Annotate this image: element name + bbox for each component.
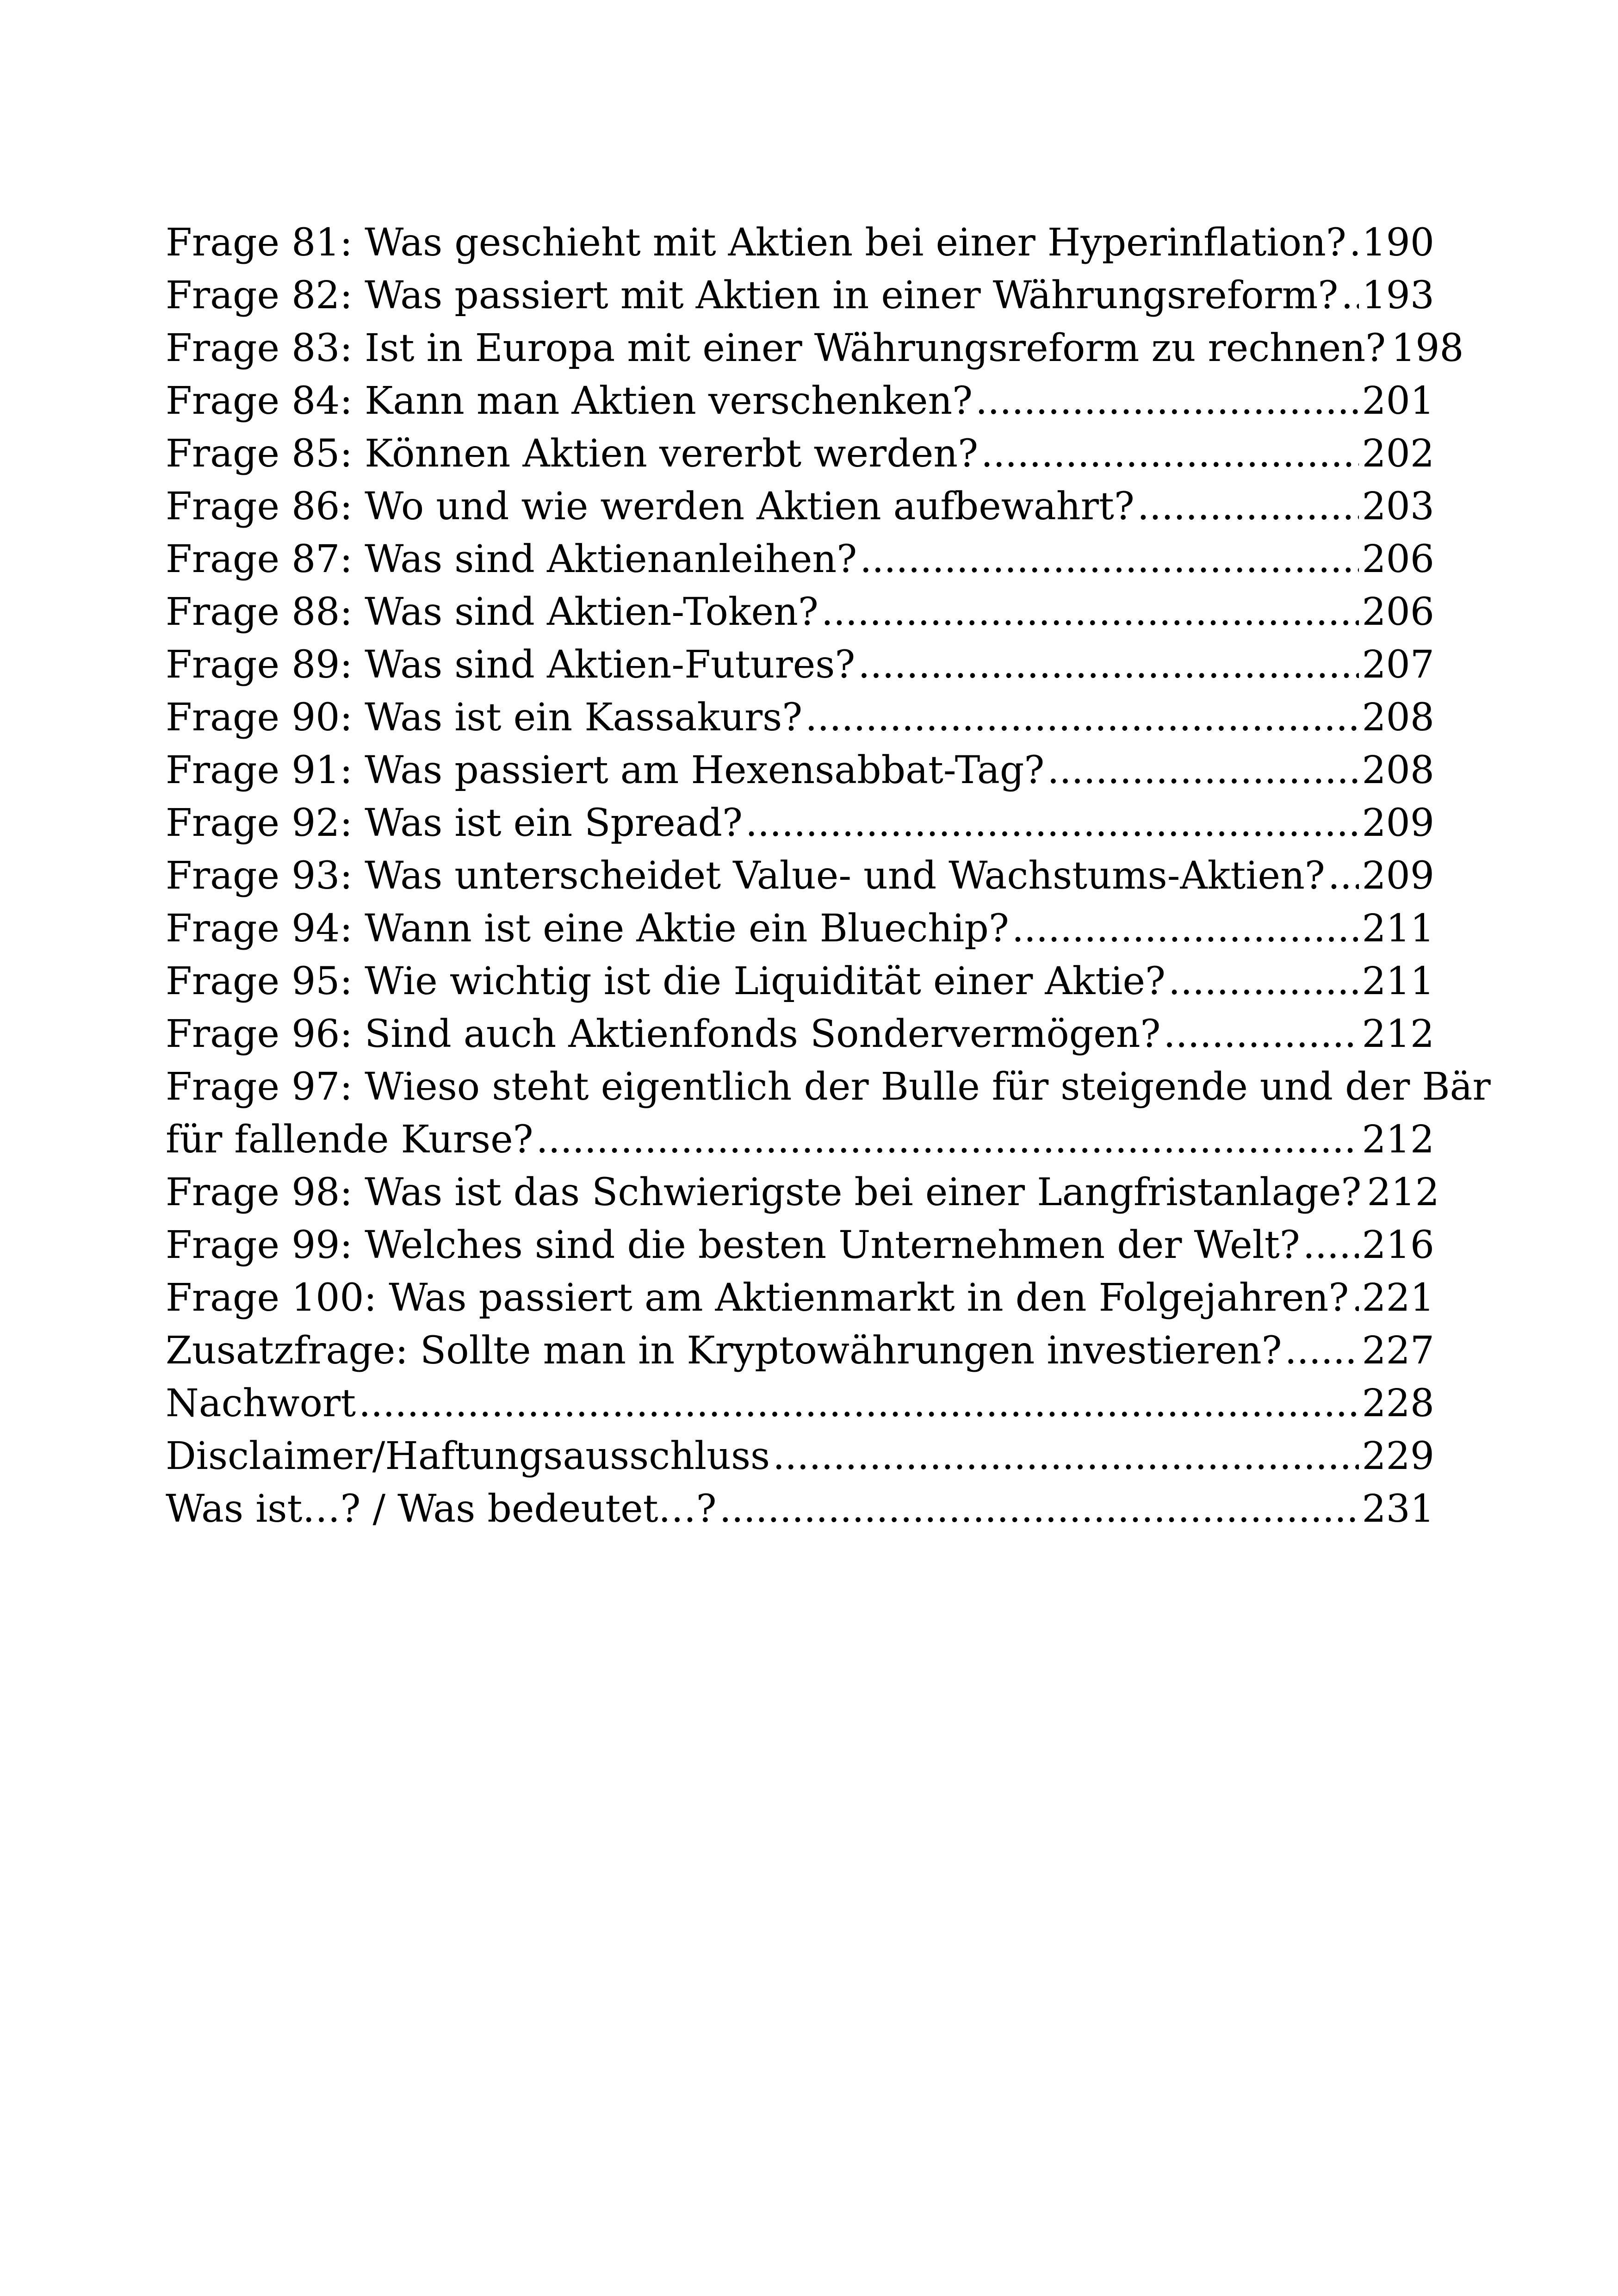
toc-entry[interactable] xyxy=(166,375,1434,428)
toc-entry-page: 221 xyxy=(1362,1276,1434,1320)
toc-entry[interactable] xyxy=(166,586,1434,639)
toc-entry-title: Disclaimer/Haftungsausschluss xyxy=(166,1434,770,1478)
toc-leader-dots xyxy=(858,639,1359,691)
toc-leader-dots xyxy=(1341,269,1359,322)
toc-entry[interactable] xyxy=(166,850,1434,902)
toc-entry-title: Frage 84: Kann man Aktien verschenken? xyxy=(166,379,973,423)
toc-entry-page: 231 xyxy=(1362,1487,1434,1531)
toc-entry-title: Zusatzfrage: Sollte man in Kryptowährungen investieren? xyxy=(166,1329,1282,1373)
toc-entry[interactable] xyxy=(166,322,1464,375)
toc-entry-title: Frage 98: Was ist das Schwierigste bei einer Langfristanlage? xyxy=(166,1170,1362,1214)
toc-leader-dots xyxy=(1328,850,1359,902)
toc-entry-page: 201 xyxy=(1362,379,1434,423)
toc-entry-page: 190 xyxy=(1362,221,1434,265)
toc-entry[interactable] xyxy=(166,428,1434,480)
toc-entry[interactable] xyxy=(166,480,1434,533)
toc-leader-dots xyxy=(1285,1325,1359,1377)
toc-leader-dots xyxy=(773,1430,1359,1483)
toc-leader-dots xyxy=(1303,1219,1359,1272)
toc-entry-page: 206 xyxy=(1362,537,1434,581)
toc-entry[interactable] xyxy=(166,533,1434,586)
toc-entry[interactable] xyxy=(166,1483,1434,1536)
toc-leader-dots xyxy=(821,586,1359,639)
toc-entry-title: Frage 97: Wieso steht eigentlich der Bulle für steigende und der Bär xyxy=(166,1065,1491,1109)
toc-entry-title: Frage 85: Können Aktien vererbt werden? xyxy=(166,432,979,476)
toc-entry-page: 212 xyxy=(1362,1118,1434,1162)
toc-entry[interactable] xyxy=(166,1325,1434,1377)
toc-entry[interactable] xyxy=(166,1061,1491,1166)
toc-entry-title: Frage 96: Sind auch Aktienfonds Sondervermögen? xyxy=(166,1012,1161,1056)
toc-leader-dots xyxy=(1137,480,1359,533)
toc-leader-dots xyxy=(536,1114,1359,1166)
toc-entry-page: 208 xyxy=(1362,748,1434,792)
toc-entry-title: Frage 91: Was passiert am Hexensabbat-Tag? xyxy=(166,748,1045,792)
toc-leader-dots xyxy=(1012,902,1359,955)
toc-entry-page: 211 xyxy=(1362,959,1434,1003)
toc-entry-title: Frage 94: Wann ist eine Aktie ein Bluechip? xyxy=(166,907,1009,951)
toc-entry-page: 202 xyxy=(1362,432,1434,476)
toc-entry[interactable] xyxy=(166,639,1434,691)
toc-leader-dots xyxy=(1349,217,1359,269)
toc-entry-page: 209 xyxy=(1362,801,1434,845)
toc-leader-dots xyxy=(981,428,1359,480)
toc-entry[interactable] xyxy=(166,797,1434,850)
toc-entry[interactable] xyxy=(166,269,1434,322)
toc-entry-page: 228 xyxy=(1362,1381,1434,1425)
toc-entry-title: Frage 99: Welches sind die besten Unternehmen der Welt? xyxy=(166,1223,1300,1267)
toc-entry-page: 212 xyxy=(1362,1012,1434,1056)
toc-entry[interactable] xyxy=(166,955,1434,1008)
toc-entry-title: Frage 89: Was sind Aktien-Futures? xyxy=(166,643,855,687)
toc-entry-title: Frage 93: Was unterscheidet Value- und Wachstums-Aktien? xyxy=(166,854,1325,898)
toc-entry-title: Frage 92: Was ist ein Spread? xyxy=(166,801,743,845)
toc-entry-title: Frage 87: Was sind Aktienanleihen? xyxy=(166,537,857,581)
toc-entry-page: 198 xyxy=(1391,326,1464,370)
toc-leader-dots xyxy=(975,375,1359,428)
toc-leader-dots xyxy=(719,1483,1359,1536)
toc-entry-title: Frage 90: Was ist ein Kassakurs? xyxy=(166,696,803,740)
toc-leader-dots xyxy=(745,797,1359,850)
toc-entry-title: Frage 83: Ist in Europa mit einer Währungsreform zu rechnen? xyxy=(166,326,1386,370)
toc-entry-title: Frage 88: Was sind Aktien-Token? xyxy=(166,590,818,634)
toc-entry-page: 207 xyxy=(1362,643,1434,687)
toc-leader-dots xyxy=(1047,744,1359,797)
toc-entry-page: 193 xyxy=(1362,274,1434,317)
toc-entry-page: 209 xyxy=(1362,854,1434,898)
toc-entry-page: 206 xyxy=(1362,590,1434,634)
toc-entry-title-continuation: für fallende Kurse? xyxy=(166,1118,533,1162)
toc-entry[interactable] xyxy=(166,1272,1434,1325)
toc-entry[interactable] xyxy=(166,902,1434,955)
table-of-contents xyxy=(166,217,1491,1536)
toc-entry-page: 208 xyxy=(1362,696,1434,740)
toc-entry-title: Frage 86: Wo und wie werden Aktien aufbewahrt? xyxy=(166,485,1134,529)
toc-entry-title: Frage 100: Was passiert am Aktienmarkt in den Folgejahren? xyxy=(166,1276,1349,1320)
toc-entry-page: 203 xyxy=(1362,485,1434,529)
toc-leader-dots xyxy=(1164,1008,1359,1061)
toc-entry-title: Frage 82: Was passiert mit Aktien in einer Währungsreform? xyxy=(166,274,1339,317)
toc-entry[interactable] xyxy=(166,744,1434,797)
toc-entry[interactable] xyxy=(166,1377,1434,1430)
toc-entry[interactable] xyxy=(166,217,1434,269)
toc-entry[interactable] xyxy=(166,1008,1434,1061)
toc-entry-title: Frage 95: Wie wichtig ist die Liquidität einer Aktie? xyxy=(166,959,1165,1003)
toc-entry[interactable] xyxy=(166,691,1434,744)
toc-entry-title: Was ist…? / Was bedeutet…? xyxy=(166,1487,717,1531)
toc-entry-title: Frage 81: Was geschieht mit Aktien bei einer Hyperinflation? xyxy=(166,221,1346,265)
toc-entry-page: 211 xyxy=(1362,907,1434,951)
toc-entry-page: 227 xyxy=(1362,1329,1434,1373)
toc-entry[interactable] xyxy=(166,1430,1434,1483)
toc-entry-title: Nachwort xyxy=(166,1381,356,1425)
toc-entry[interactable] xyxy=(166,1219,1434,1272)
toc-leader-dots xyxy=(1168,955,1359,1008)
toc-leader-dots xyxy=(805,691,1359,744)
toc-entry-page: 212 xyxy=(1367,1170,1439,1214)
toc-entry-page: 229 xyxy=(1362,1434,1434,1478)
toc-leader-dots xyxy=(359,1377,1359,1430)
toc-entry[interactable] xyxy=(166,1166,1439,1219)
toc-leader-dots xyxy=(860,533,1359,586)
toc-entry-page: 216 xyxy=(1362,1223,1434,1267)
toc-leader-dots xyxy=(1351,1272,1359,1325)
